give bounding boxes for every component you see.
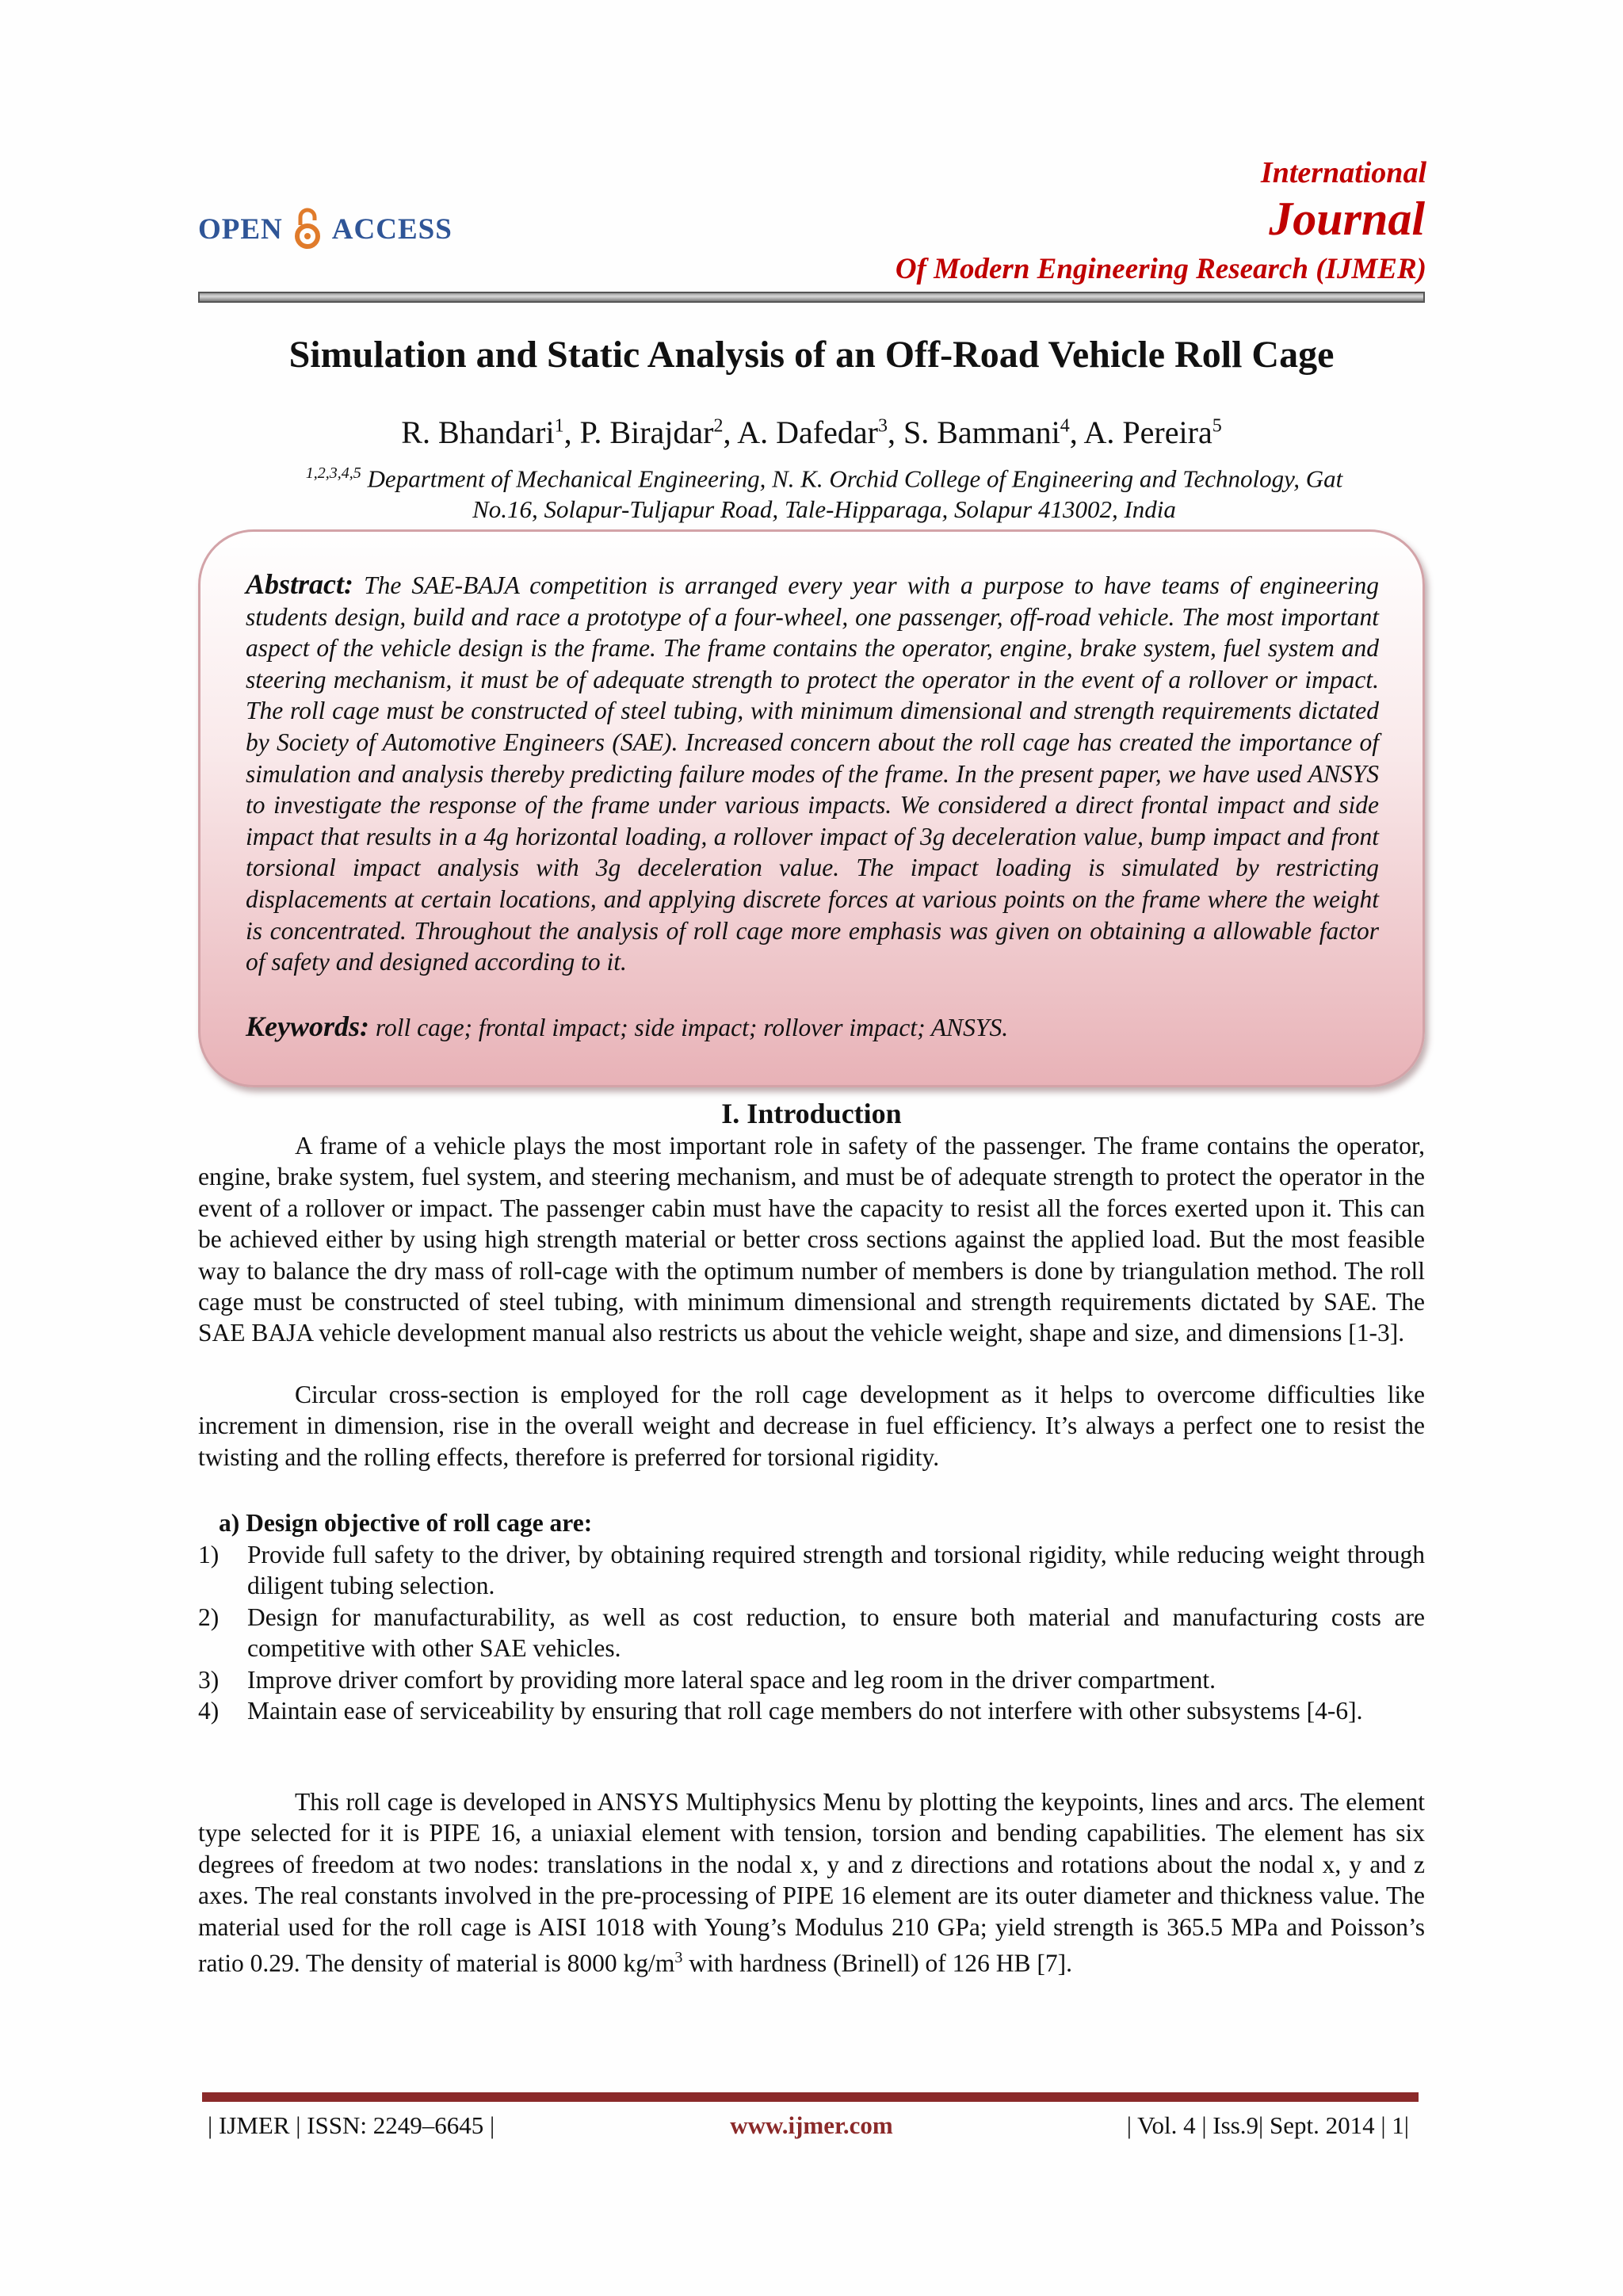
open-access-access: ACCESS — [331, 212, 453, 246]
list-text: Design for manufacturability, as well as cost reduction, to ensure both material and manufacturing costs are competitive with other SAE vehicles. — [247, 1603, 1425, 1663]
list-number: 2) — [198, 1603, 220, 1631]
footer-volume: | Vol. 4 | Iss.9| Sept. 2014 | 1| — [1126, 2111, 1409, 2139]
open-access-open: OPEN — [198, 212, 283, 246]
journal-subtitle: Of Modern Engineering Research (IJMER) — [895, 253, 1426, 285]
affiliation — [230, 458, 1419, 525]
journal-name: Journal — [1269, 193, 1425, 245]
affiliation-line-2: No.16, Solapur-Tuljapur Road, Tale-Hipparaga, Solapur 413002, India — [472, 495, 1176, 524]
journal-international: International — [1260, 156, 1426, 189]
intro-paragraph-3 — [198, 1786, 1425, 1979]
intro-paragraph-1: A frame of a vehicle plays the most important role in safety of the passenger. The frame contains the operator, engine, brake system, fuel system, and steering mechanism, and must be of adequate strength to protect the operator in the event of a rollover or impact. The passenger cabin must have the capacity to resist all the forces exerted upon it. This can be achieved either by using high strength material or better cross sections against the applied load. But the most feasible way to balance the dry mass of roll-cage with the optimum number of members is done by triangulation method. The roll cage must be constructed of steel tubing, with minimum dimensional and strength requirements dictated by SAE. The SAE BAJA vehicle development manual also restricts us about the vehicle weight, shape and size, and dimensions [1-3]. — [198, 1132, 1425, 1347]
author-sup: 3 — [877, 415, 888, 437]
list-item — [198, 1539, 1425, 1602]
list-text: Provide full safety to the driver, by obtaining required strength and torsional rigidity, while reducing weight through diligent tubing selection. — [247, 1541, 1425, 1600]
affiliation-line-1: Department of Mechanical Engineering, N. K. Orchid College of Engineering and Technology, Gat — [367, 464, 1343, 493]
author-name: A. Pereira — [1083, 415, 1212, 450]
author-name: P. Birajdar — [579, 415, 714, 450]
footer-issn: | IJMER | ISSN: 2249–6645 | — [208, 2111, 495, 2139]
list-number: 1) — [198, 1541, 220, 1568]
paper-title: Simulation and Static Analysis of an Off-Road Vehicle Roll Cage — [288, 334, 1335, 376]
keywords — [246, 1010, 1379, 1043]
author-sup: 1 — [554, 415, 564, 437]
footer-website-link[interactable]: www.ijmer.com — [730, 2111, 893, 2139]
author-sup: 4 — [1060, 415, 1070, 437]
open-access-lock-icon — [294, 208, 321, 250]
unit-superscript: 3 — [674, 1949, 683, 1967]
abstract-text: The SAE-BAJA competition is arranged every year with a purpose to have teams of engineering students design, build and race a prototype of a four-wheel, one passenger, off-road vehicle. The most important aspect of the vehicle design is the frame. The frame contains the operator, engine, brake system, fuel system and steering mechanism, it must be of adequate strength to protect the operator in the event of a rollover or impact. The roll cage must be constructed of steel tubing, with minimum dimensional and strength requirements dictated by Society of Automotive Engineers (SAE). Increased concern about the roll cage has created the importance of simulation and analysis thereby predicting failure modes of the frame. In the present paper, we have used ANSYS to investigate the response of the frame under various impacts. We considered a direct frontal impact and side impact that results in a 4g horizontal loading, a rollover impact of 3g deceleration value, bump impact and front torsional impact analysis with 3g deceleration value. The impact loading is simulated by restricting displacements at certain locations, and applying discrete forces at various points on the frame where the weight is concentrated. Throughout the analysis of roll cage more emphasis was given on obtaining a allowable factor of safety and designed according to it. — [246, 571, 1379, 976]
section-heading-introduction: I. Introduction — [721, 1098, 902, 1129]
list-item — [198, 1695, 1425, 1726]
abstract — [246, 569, 1379, 978]
author-sup: 2 — [713, 415, 724, 437]
header-divider — [198, 292, 1425, 303]
author-name: R. Bhandari — [401, 415, 555, 450]
author-name: S. Bammani — [903, 415, 1060, 450]
list-item — [198, 1664, 1425, 1695]
keywords-label: Keywords: — [246, 1010, 369, 1042]
list-text: Maintain ease of serviceability by ensuring that roll cage members do not interfere with other subsystems [4-6]. — [247, 1697, 1363, 1725]
list-item — [198, 1602, 1425, 1664]
intro-paragraph-2: Circular cross-section is employed for the roll cage development as it helps to overcome difficulties like increment in dimension, rise in the overall weight and decrease in fuel efficiency. It’s always a perfect one to resist the twisting and the rolling effects, therefore is preferred for torsional rigidity. — [198, 1381, 1425, 1471]
open-access-logo — [198, 208, 453, 250]
keywords-text: roll cage; frontal impact; side impact; rollover impact; ANSYS. — [375, 1014, 1009, 1041]
author-list: R. Bhandari$^1$, P. Birajdar$^2$, A. Dafedar$^3$, S. Bammani$^4$, A. Pereira$^5$ — [401, 415, 1222, 450]
footer-divider — [202, 2092, 1419, 2102]
abstract-label: Abstract: — [246, 568, 354, 600]
list-text: Improve driver comfort by providing more lateral space and leg room in the driver compartment. — [247, 1665, 1216, 1694]
design-objectives-list — [198, 1539, 1425, 1726]
intro-paragraph-3-text: This roll cage is developed in ANSYS Multiphysics Menu by plotting the keypoints, lines and arcs. The element type selected for it is PIPE 16, a uniaxial element with tension, torsion and bending capabilities. The element has six degrees of freedom at two nodes: translations in the nodal x, y and z directions and rotations about the nodal x, y and z axes. The real constants involved in the pre-processing of PIPE 16 element are its outer diameter and thickness value. The material used for the roll cage is AISI 1018 with Young’s Modulus 210 GPa; yield strength is 365.5 MPa and Poisson’s ratio 0.29. The density of material is 8000 kg/m — [198, 1788, 1425, 1977]
affiliation-sup: 1,2,3,4,5 — [305, 464, 361, 482]
author-name: A. Dafedar — [737, 415, 878, 450]
list-number: 3) — [198, 1665, 220, 1694]
design-objectives-heading: a) Design objective of roll cage are: — [219, 1509, 593, 1537]
list-number: 4) — [198, 1697, 220, 1725]
intro-paragraph-3-end: with hardness (Brinell) of 126 HB [7]. — [682, 1949, 1072, 1977]
author-sup: 5 — [1212, 415, 1222, 437]
